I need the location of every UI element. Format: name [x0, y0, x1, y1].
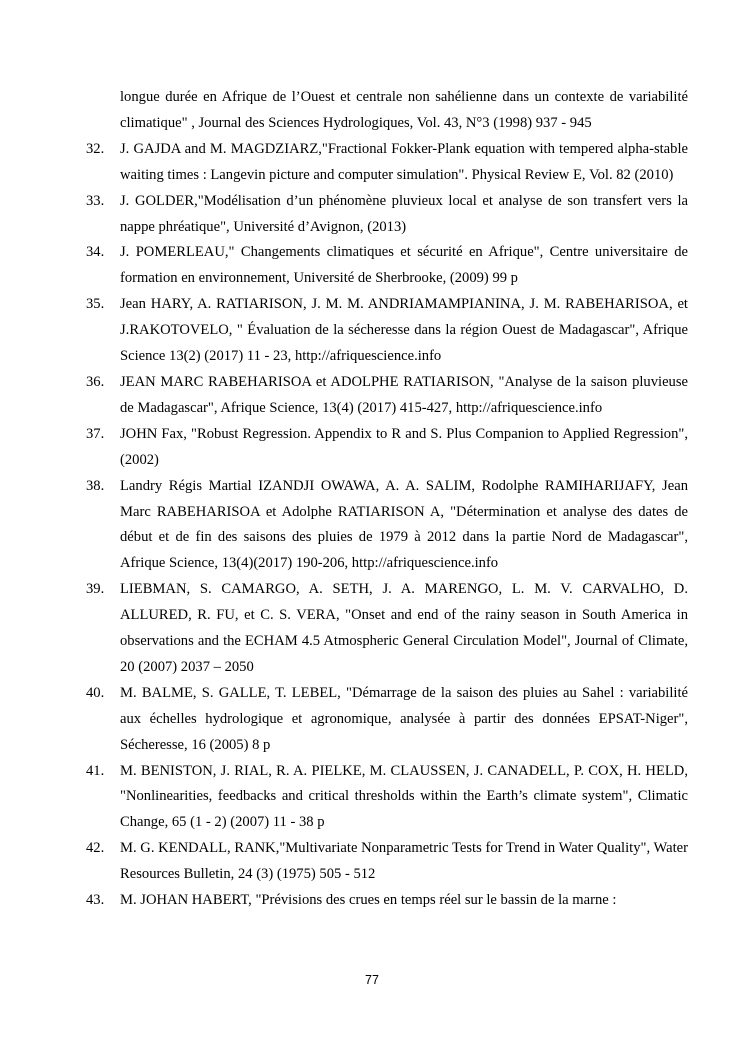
- reference-text: M. G. KENDALL, RANK,"Multivariate Nonparametric Tests for Trend in Water Quality", Water Resources Bulletin, 24 (3) (1975) 505 - 512: [120, 840, 688, 883]
- reference-text: LIEBMAN, S. CAMARGO, A. SETH, J. A. MARENGO, L. M. V. CARVALHO, D. ALLURED, R. FU, et C. S. VERA, "Onset and end of the rainy season in South America in observations and the ECHAM 4.5 Atmospheric General Circulation Model", Journal of Climate, 20 (2007) 2037 – 2050: [120, 581, 688, 675]
- reference-text: J. POMERLEAU," Changements climatiques et sécurité en Afrique", Centre universitaire de formation en environnement, Université de Sherbrooke, (2009) 99 p: [120, 244, 688, 287]
- reference-item: [86, 759, 688, 837]
- reference-item: [86, 474, 688, 578]
- reference-text: Landry Régis Martial IZANDJI OWAWA, A. A. SALIM, Rodolphe RAMIHARIJAFY, Jean Marc RABEHARISOA et Adolphe RATIARISON A, "Détermination et analyse des dates de début et de fin des saisons des pluies de 1979 à 2012 dans la partie Nord de Madagascar", Afrique Science, 13(4)(2017) 190-206, http://afriquescience.info: [120, 477, 688, 572]
- reference-item: [86, 836, 688, 888]
- reference-text: J. GOLDER,"Modélisation d’un phénomène pluvieux local et analyse de son transfert vers la nappe phréatique", Université d’Avignon, (2013): [120, 192, 688, 235]
- reference-item: [86, 189, 688, 241]
- reference-list: [86, 137, 688, 914]
- reference-text: JEAN MARC RABEHARISOA et ADOLPHE RATIARISON, "Analyse de la saison pluvieuse de Madagascar", Afrique Science, 13(4) (2017) 415-427, http://afriquescience.info: [120, 373, 688, 416]
- reference-item: [86, 422, 688, 474]
- reference-item: [86, 292, 688, 370]
- reference-text: M. JOHAN HABERT, "Prévisions des crues en temps réel sur le bassin de la marne :: [120, 892, 617, 909]
- page-content: [86, 85, 688, 914]
- reference-text: Jean HARY, A. RATIARISON, J. M. M. ANDRIAMAMPIANINA, J. M. RABEHARISOA, et J.RAKOTOVELO, " Évaluation de la sécheresse dans la région Ouest de Madagascar", Afrique Science 13(2) (2017) 11 - 23, http://afriquescience.info: [120, 296, 688, 365]
- reference-number: 41.: [86, 762, 105, 779]
- reference-text: M. BALME, S. GALLE, T. LEBEL, "Démarrage de la saison des pluies au Sahel : variabilité aux échelles hydrologique et agronomique, analysée à partir des données EPSAT-Niger", Sécheresse, 16 (2005) 8 p: [120, 684, 688, 753]
- page-number: 77: [365, 973, 379, 987]
- reference-text: M. BENISTON, J. RIAL, R. A. PIELKE, M. CLAUSSEN, J. CANADELL, P. COX, H. HELD, "Nonlinearities, feedbacks and critical thresholds within the Earth’s climate system", Climatic Change, 65 (1 - 2) (2007) 11 - 38 p: [120, 762, 688, 831]
- reference-number: 32.: [86, 140, 105, 157]
- reference-item: [86, 240, 688, 292]
- reference-item: [86, 370, 688, 422]
- reference-number: 43.: [86, 892, 105, 909]
- reference-number: 38.: [86, 477, 105, 494]
- reference-item: [86, 888, 688, 914]
- reference-number: 33.: [86, 192, 105, 209]
- reference-number: 39.: [86, 581, 105, 598]
- reference-continuation: longue durée en Afrique de l’Ouest et centrale non sahélienne dans un contexte de variabilité climatique" , Journal des Sciences Hydrologiques, Vol. 43, N°3 (1998) 937 - 945: [120, 89, 688, 131]
- reference-number: 34.: [86, 244, 105, 261]
- reference-item: [86, 137, 688, 189]
- reference-number: 35.: [86, 296, 105, 313]
- reference-number: 37.: [86, 425, 105, 442]
- reference-number: 42.: [86, 840, 105, 857]
- reference-number: 40.: [86, 684, 105, 701]
- reference-text: JOHN Fax, "Robust Regression. Appendix to R and S. Plus Companion to Applied Regression", (2002): [120, 425, 688, 468]
- reference-text: J. GAJDA and M. MAGDZIARZ,"Fractional Fokker-Plank equation with tempered alpha-stable waiting times : Langevin picture and computer simulation". Physical Review E, Vol. 82 (2010): [120, 140, 688, 183]
- reference-item: [86, 577, 688, 681]
- reference-item: [86, 681, 688, 759]
- reference-number: 36.: [86, 373, 105, 390]
